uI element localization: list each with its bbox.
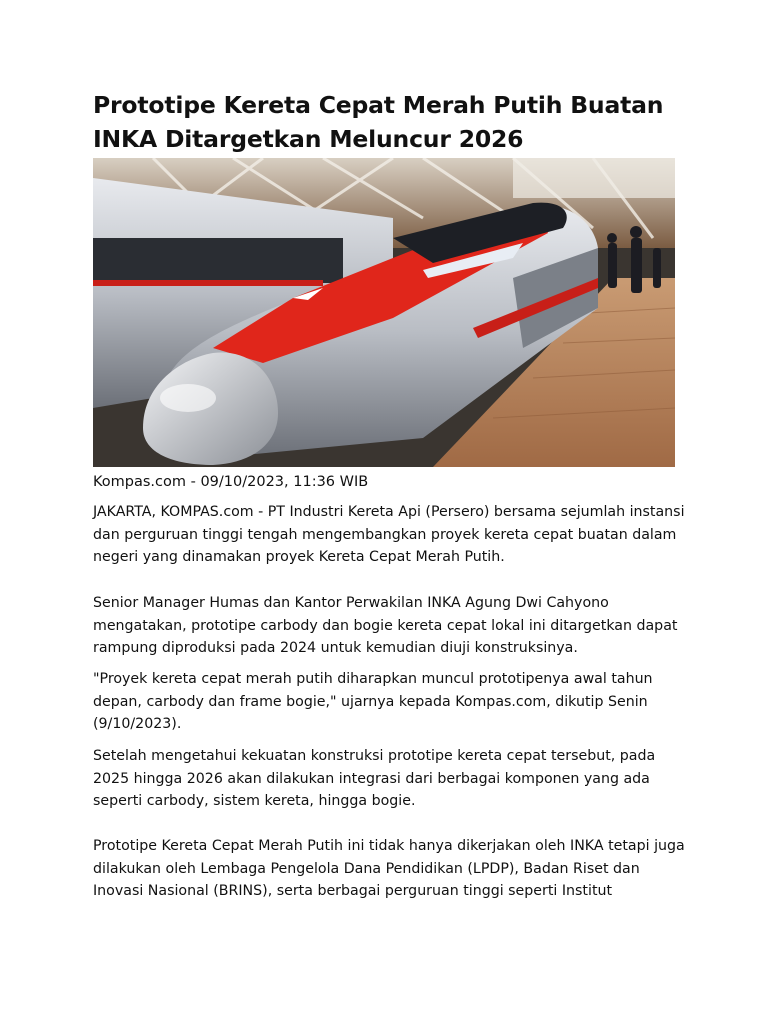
photo-caption: Kompas.com - 09/10/2023, 11:36 WIB [93, 474, 369, 490]
paragraph-5: Prototipe Kereta Cepat Merah Putih ini tidak hanya dikerjakan oleh INKA tetapi juga dilakukan oleh Lembaga Pengelola Dana Pendidikan (LPDP), Badan Riset dan Inovasi Nasional (BRINS), serta berbagai perguruan tinggi seperti Institut [93, 838, 685, 899]
article-photo [93, 158, 675, 467]
paragraph-1: JAKARTA, KOMPAS.com - PT Industri Kereta Api (Persero) bersama sejumlah instansi dan perguruan tinggi tengah mengembangkan proyek kereta cepat buatan dalam negeri yang dinamakan proyek Kereta Cepat Merah Putih. [93, 504, 685, 565]
train-photo-illustration [93, 158, 675, 467]
paragraph-2: Senior Manager Humas dan Kantor Perwakilan INKA Agung Dwi Cahyono mengatakan, prototipe carbody dan bogie kereta cepat lokal ini ditargetkan dapat rampung diproduksi pada 2024 untuk kemudian diuji konstruksinya. [93, 595, 678, 656]
paragraph-4: Setelah mengetahui kekuatan konstruksi prototipe kereta cepat tersebut, pada 2025 hingga 2026 akan dilakukan integrasi dari berbagai komponen yang ada seperti carbody, sistem kereta, hingga bogie. [93, 748, 656, 809]
article-title: Prototipe Kereta Cepat Merah Putih Buatan INKA Ditargetkan Meluncur 2026 [93, 91, 664, 153]
paragraph-3: "Proyek kereta cepat merah putih diharapkan muncul prototipenya awal tahun depan, carbody dan frame bogie," ujarnya kepada Kompas.com, dikutip Senin (9/10/2023). [93, 671, 653, 732]
